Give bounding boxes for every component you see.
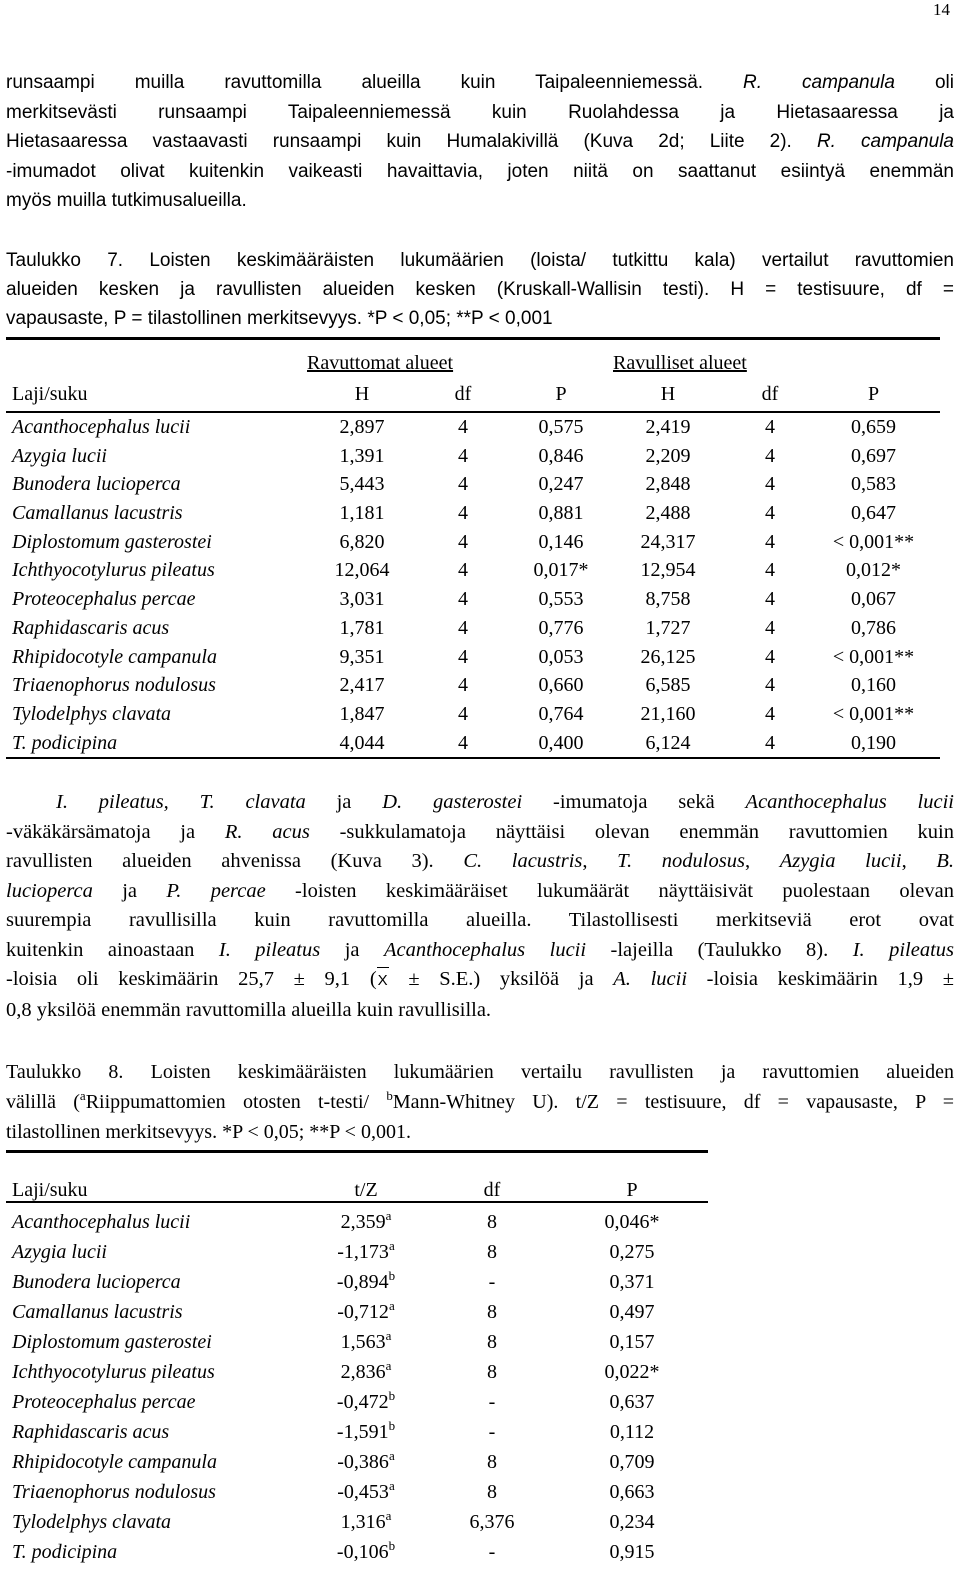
- col-header-tz: t/Z: [354, 1179, 378, 1201]
- cell-df: 8: [487, 1361, 497, 1383]
- cell-p: 0,275: [609, 1241, 655, 1263]
- cell-tz-value: -1,173: [337, 1241, 389, 1263]
- cell-h2: 21,160: [640, 702, 696, 725]
- group-header-ravulliset: Ravulliset alueet: [613, 352, 747, 374]
- cell-tz-value: 2,359: [340, 1211, 386, 1233]
- cell-df2: 4: [765, 416, 775, 438]
- cell-h2: 2,419: [645, 416, 691, 438]
- table-row: [6, 1237, 708, 1267]
- cell-tz-value: 1,563: [340, 1331, 386, 1353]
- cell-h1: 12,064: [334, 559, 390, 582]
- col-header-p: P: [626, 1179, 638, 1201]
- cell-h1: 2,897: [339, 416, 385, 438]
- table-row: [6, 1357, 708, 1387]
- cell-tz: [316, 1327, 416, 1357]
- cell-tz-value: -1,591: [336, 1421, 389, 1443]
- cell-h1: 1,781: [339, 616, 385, 639]
- cell-df: 8: [487, 1331, 497, 1353]
- cell-species: Bunodera luciopercа: [12, 473, 181, 496]
- cell-species: Raphidascaris acus: [12, 616, 170, 639]
- para2-line-4: lucioperca ja P. percae -loisten keskimääräiset lukumäärät näyttäisivät puolestaan olevan: [6, 879, 954, 902]
- cell-df1: 4: [458, 674, 468, 697]
- cell-species: Ichthyocotylurus pileatus: [12, 559, 215, 582]
- caption7-line-3: vapausaste, P = tilastollinen merkitsevyys. *P < 0,05; **P < 0,001: [6, 308, 553, 329]
- cell-p2: 0,786: [851, 616, 896, 639]
- cell-df2: 4: [765, 473, 775, 496]
- table-row: [6, 1327, 708, 1357]
- cell-tz-test-marker: b: [388, 1538, 396, 1553]
- cell-tz: [316, 1477, 416, 1507]
- cell-p: 0,046*: [604, 1211, 660, 1233]
- cell-species: Proteocephalus percae: [12, 588, 196, 611]
- cell-p2: 0,067: [851, 588, 896, 611]
- cell-p: 0,157: [609, 1331, 655, 1353]
- cell-df1: 4: [458, 416, 468, 438]
- caption8-line-1: Taulukko 8. Loisten keskimääräisten lukumäärien vertailu ravullisten ja ravuttomien alueiden: [6, 1061, 954, 1083]
- cell-tz-value: -0,894: [336, 1271, 389, 1293]
- cell-p2: 0,160: [851, 674, 896, 697]
- para1-line-3: Hietasaaressa vastaavasti runsaampi kuin Humalakivillä (Kuva 2d; Liite 2). R. campanula: [6, 131, 954, 152]
- cell-p1: 0,776: [538, 616, 584, 639]
- cell-species: Rhipidocotyle campanula: [12, 1451, 217, 1473]
- cell-tz-value: 1,316: [340, 1511, 386, 1533]
- cell-species: Azygia lucii: [12, 444, 107, 467]
- para2-line-6: kuitenkin ainoastaan I. pileatus ja Acanthocephalus lucii -lajeilla (Taulukko 8). I. pileatus: [6, 938, 955, 961]
- table-row: [6, 499, 940, 528]
- cell-species: Triaenophorus nodulosus: [12, 1481, 216, 1503]
- para2-line-2: -väkäkärsämatoja ja R. acus -sukkulamatoja näyttäisi olevan enemmän ravuttomien kuin: [6, 820, 954, 843]
- cell-p: 0,637: [609, 1391, 655, 1413]
- cell-p2: 0,647: [851, 502, 896, 525]
- cell-h1: 1,391: [339, 444, 385, 467]
- cell-tz-test-marker: b: [388, 1268, 396, 1283]
- cell-species: Diplostomum gasterostei: [12, 1331, 212, 1353]
- table7-body: [6, 413, 940, 759]
- cell-species: Proteocephalus percae: [12, 1391, 196, 1413]
- cell-df: 8: [487, 1481, 497, 1503]
- cell-df1: 4: [458, 559, 468, 582]
- cell-p2: < 0,001**: [832, 530, 915, 553]
- cell-species: Ichthyocotylurus pileatus: [12, 1361, 215, 1383]
- table-row: [6, 700, 940, 729]
- page-number: 14: [933, 0, 950, 19]
- cell-df2: 4: [765, 731, 775, 754]
- cell-df: -: [488, 1421, 496, 1443]
- cell-species: T. podicipina: [12, 1541, 118, 1563]
- cell-tz-value: -0,453: [337, 1481, 389, 1503]
- cell-df: 8: [487, 1301, 497, 1323]
- cell-df1: 4: [458, 616, 468, 639]
- cell-species: T. podicipina: [12, 731, 118, 754]
- cell-df: -: [488, 1541, 496, 1563]
- table-row: [6, 1537, 708, 1567]
- group-header-ravuttomat: Ravuttomat alueet: [307, 352, 454, 374]
- col-header-h1: H: [354, 383, 370, 405]
- cell-h1: 9,351: [339, 645, 385, 668]
- cell-df2: 4: [765, 502, 775, 525]
- table-row: [6, 1207, 708, 1237]
- cell-tz: [316, 1537, 416, 1567]
- cell-tz-value: -0,386: [337, 1451, 389, 1473]
- cell-tz-test-marker: a: [388, 1448, 395, 1463]
- table7-caption: [6, 246, 954, 333]
- cell-df1: 4: [458, 502, 468, 525]
- para1-line-2: merkitsevästi runsaampi Taipaleenniemessä kuin Ruolahdessa ja Hietasaaressa ja: [6, 101, 954, 123]
- table-row: [6, 585, 940, 614]
- cell-species: Tylodelphys clavata: [12, 1511, 172, 1533]
- cell-h2: 12,954: [640, 559, 696, 582]
- table-row: [6, 1477, 708, 1507]
- table-row: [6, 1447, 708, 1477]
- cell-p2: < 0,001**: [832, 702, 915, 725]
- cell-p2: 0,697: [851, 444, 896, 467]
- cell-tz-test-marker: a: [385, 1358, 392, 1373]
- cell-tz: [316, 1387, 416, 1417]
- cell-tz-test-marker: a: [385, 1508, 392, 1523]
- cell-h1: 6,820: [339, 530, 385, 553]
- cell-df2: 4: [765, 559, 775, 582]
- cell-df: -: [488, 1271, 496, 1293]
- cell-p: 0,371: [609, 1271, 655, 1293]
- cell-tz: [316, 1237, 416, 1267]
- cell-p2: 0,659: [851, 416, 896, 438]
- cell-tz-value: -0,472: [336, 1391, 389, 1413]
- table7-group-header: [6, 340, 940, 378]
- cell-h1: 1,847: [339, 702, 385, 725]
- table8-body: [6, 1203, 708, 1567]
- table8-caption: [6, 1057, 954, 1147]
- cell-p1: 0,146: [538, 530, 584, 553]
- caption7-line-1: Taulukko 7. Loisten keskimääräisten lukumäärien (loista/ tutkittu kala) vertailut ravuttomien: [6, 250, 954, 271]
- col-header-p2: P: [867, 383, 880, 405]
- table-row: [6, 413, 940, 442]
- table-8: [6, 1150, 708, 1567]
- para2-line-3: ravullisten alueiden ahvenissa (Kuva 3). C. lacustris, T. nodulosus, Azygia lucii, B.: [6, 850, 954, 872]
- mean-x-bar-symbol: X: [377, 966, 389, 996]
- cell-df: 8: [487, 1241, 497, 1263]
- cell-df: -: [488, 1391, 496, 1413]
- col-header-h2: H: [660, 383, 676, 405]
- col-header-df1: df: [454, 383, 472, 405]
- col-header-p1: P: [555, 383, 567, 405]
- cell-tz: [316, 1507, 416, 1537]
- para2-line-1: I. pileatus, T. clavata ja D. gasterostei -imumatoja sekä Acanthocephalus lucii: [56, 791, 954, 813]
- cell-p2: 0,583: [851, 473, 896, 496]
- cell-tz-value: 2,836: [340, 1361, 386, 1383]
- cell-df: 8: [487, 1451, 497, 1473]
- para2-line-7: -loisia oli keskimäärin 25,7 ± 9,1 (X ± S.E.) yksilöä ja A. lucii -loisia keskimäärin 1,9 ±: [6, 965, 954, 996]
- cell-p: 0,497: [609, 1301, 655, 1323]
- col-header-species: Laji/suku: [12, 383, 88, 405]
- cell-p1: 0,400: [538, 731, 584, 754]
- cell-p1: 0,575: [538, 416, 584, 438]
- cell-df2: 4: [765, 588, 775, 611]
- paragraph-1: [6, 68, 954, 216]
- cell-tz-test-marker: a: [388, 1478, 395, 1493]
- paragraph-2: [6, 788, 954, 1025]
- cell-p1: 0,660: [538, 674, 584, 697]
- para2-line-8: 0,8 yksilöä enemmän ravuttomilla alueilla kuin ravullisilla.: [6, 998, 492, 1021]
- cell-p: 0,234: [609, 1511, 655, 1533]
- cell-df2: 4: [765, 530, 775, 553]
- cell-h2: 1,727: [645, 616, 691, 639]
- cell-h2: 2,209: [645, 444, 691, 467]
- cell-h2: 26,125: [640, 645, 696, 668]
- cell-tz-test-marker: a: [385, 1328, 392, 1343]
- cell-tz-test-marker: a: [388, 1238, 395, 1253]
- cell-h2: 6,124: [645, 731, 691, 754]
- table-row: [6, 1507, 708, 1537]
- cell-species: Tylodelphys clavata: [12, 702, 172, 725]
- table-row: [6, 729, 940, 758]
- cell-h2: 2,848: [645, 473, 691, 496]
- cell-h2: 24,317: [640, 530, 696, 553]
- table-row: [6, 671, 940, 700]
- cell-df1: 4: [458, 702, 468, 725]
- cell-df1: 4: [458, 530, 468, 553]
- caption8-line-2: välillä ($^a$Riippumattomien otosten t-testi/ $^b$Mann-Whitney U). t/Z = testisuure, df = vapausaste, P =: [6, 1088, 955, 1113]
- cell-h1: 2,417: [339, 674, 385, 697]
- cell-df1: 4: [458, 444, 468, 467]
- col-header-species: Laji/suku: [12, 1179, 88, 1201]
- table-row: [6, 1267, 708, 1297]
- cell-df2: 4: [765, 702, 775, 725]
- cell-tz-value: -0,106: [336, 1541, 389, 1563]
- cell-p2: 0,190: [851, 731, 896, 754]
- cell-tz: [316, 1207, 416, 1237]
- cell-h2: 2,488: [645, 502, 691, 525]
- cell-p: 0,022*: [604, 1361, 660, 1383]
- cell-tz-test-marker: a: [388, 1298, 395, 1313]
- cell-df1: 4: [458, 588, 468, 611]
- cell-species: Camallanus lacustris: [12, 1301, 183, 1323]
- cell-tz: [316, 1297, 416, 1327]
- cell-h1: 5,443: [339, 473, 385, 496]
- cell-df1: 4: [458, 731, 468, 754]
- cell-df1: 4: [458, 473, 468, 496]
- cell-h2: 6,585: [645, 674, 691, 697]
- cell-p2: < 0,001**: [832, 645, 915, 668]
- cell-df2: 4: [765, 645, 775, 668]
- col-header-df: df: [483, 1179, 501, 1201]
- cell-p1: 0,846: [538, 444, 584, 467]
- cell-h2: 8,758: [645, 588, 691, 611]
- cell-species: Camallanus lacustris: [12, 502, 183, 525]
- col-header-df2: df: [761, 383, 779, 405]
- cell-tz-test-marker: b: [388, 1388, 396, 1403]
- table-row: [6, 614, 940, 643]
- cell-species: Rhipidocotyle campanula: [12, 645, 217, 668]
- cell-tz: [316, 1267, 416, 1297]
- cell-df: 6,376: [469, 1511, 515, 1533]
- table-row: [6, 1417, 708, 1447]
- caption7-line-2: alueiden kesken ja ravullisten alueiden kesken (Kruskall-Wallisin testi). H = testisuure, df =: [6, 279, 954, 300]
- cell-df: 8: [487, 1211, 497, 1233]
- cell-species: Azygia lucii: [12, 1241, 107, 1263]
- cell-species: Acanthocephalus lucii: [12, 416, 191, 438]
- para1-line-1: runsaampi muilla ravuttomilla alueilla kuin Taipaleenniemessä. R. campanula oli: [6, 72, 954, 93]
- cell-species: Raphidascaris acus: [12, 1421, 170, 1443]
- cell-tz: [316, 1357, 416, 1387]
- cell-tz-test-marker: b: [388, 1418, 396, 1433]
- table-7: [6, 337, 940, 759]
- cell-p: 0,112: [609, 1421, 655, 1443]
- cell-species: Acanthocephalus lucii: [12, 1211, 191, 1233]
- cell-p1: 0,053: [538, 645, 584, 668]
- cell-tz: [316, 1447, 416, 1477]
- cell-tz: [316, 1417, 416, 1447]
- table7-column-header: [6, 378, 940, 413]
- cell-p: 0,915: [609, 1541, 655, 1563]
- cell-h1: 4,044: [339, 731, 385, 754]
- cell-tz-test-marker: a: [385, 1208, 392, 1223]
- cell-p1: 0,764: [538, 702, 584, 725]
- cell-h1: 1,181: [339, 502, 385, 525]
- cell-species: Diplostomum gasterostei: [12, 530, 212, 553]
- table-row: [6, 470, 940, 499]
- cell-species: Bunodera lucioperca: [12, 1271, 181, 1293]
- cell-df2: 4: [765, 444, 775, 467]
- para1-line-5: myös muilla tutkimusalueilla.: [6, 190, 247, 211]
- cell-species: Triaenophorus nodulosus: [12, 674, 216, 697]
- cell-p: 0,663: [609, 1481, 655, 1503]
- cell-p1: 0,881: [538, 502, 584, 525]
- table-row: [6, 1297, 708, 1327]
- cell-p: 0,709: [609, 1451, 655, 1473]
- cell-h1: 3,031: [339, 588, 385, 611]
- table-row: [6, 442, 940, 471]
- cell-p1: 0,017*: [533, 559, 589, 582]
- caption8-line-3: tilastollinen merkitsevyys. *P < 0,05; **P < 0,001.: [6, 1121, 411, 1143]
- cell-tz-value: -0,712: [337, 1301, 389, 1323]
- cell-p1: 0,247: [538, 473, 584, 496]
- cell-p1: 0,553: [538, 588, 584, 611]
- table-row: [6, 556, 940, 585]
- cell-df2: 4: [765, 616, 775, 639]
- para1-line-4: -imumadot olivat kuitenkin vaikeasti havaittavia, joten niitä on saattanut esiintyä enemmän: [6, 160, 954, 182]
- para2-line-5: suurempia ravullisilla kuin ravuttomilla alueilla. Tilastollisesti merkitseviä erot ovat: [6, 909, 954, 931]
- cell-df2: 4: [765, 674, 775, 697]
- cell-p2: 0,012*: [846, 559, 901, 582]
- cell-df1: 4: [458, 645, 468, 668]
- table-row: [6, 528, 940, 557]
- table-row: [6, 1387, 708, 1417]
- table-row: [6, 643, 940, 672]
- table8-column-header: [6, 1153, 708, 1203]
